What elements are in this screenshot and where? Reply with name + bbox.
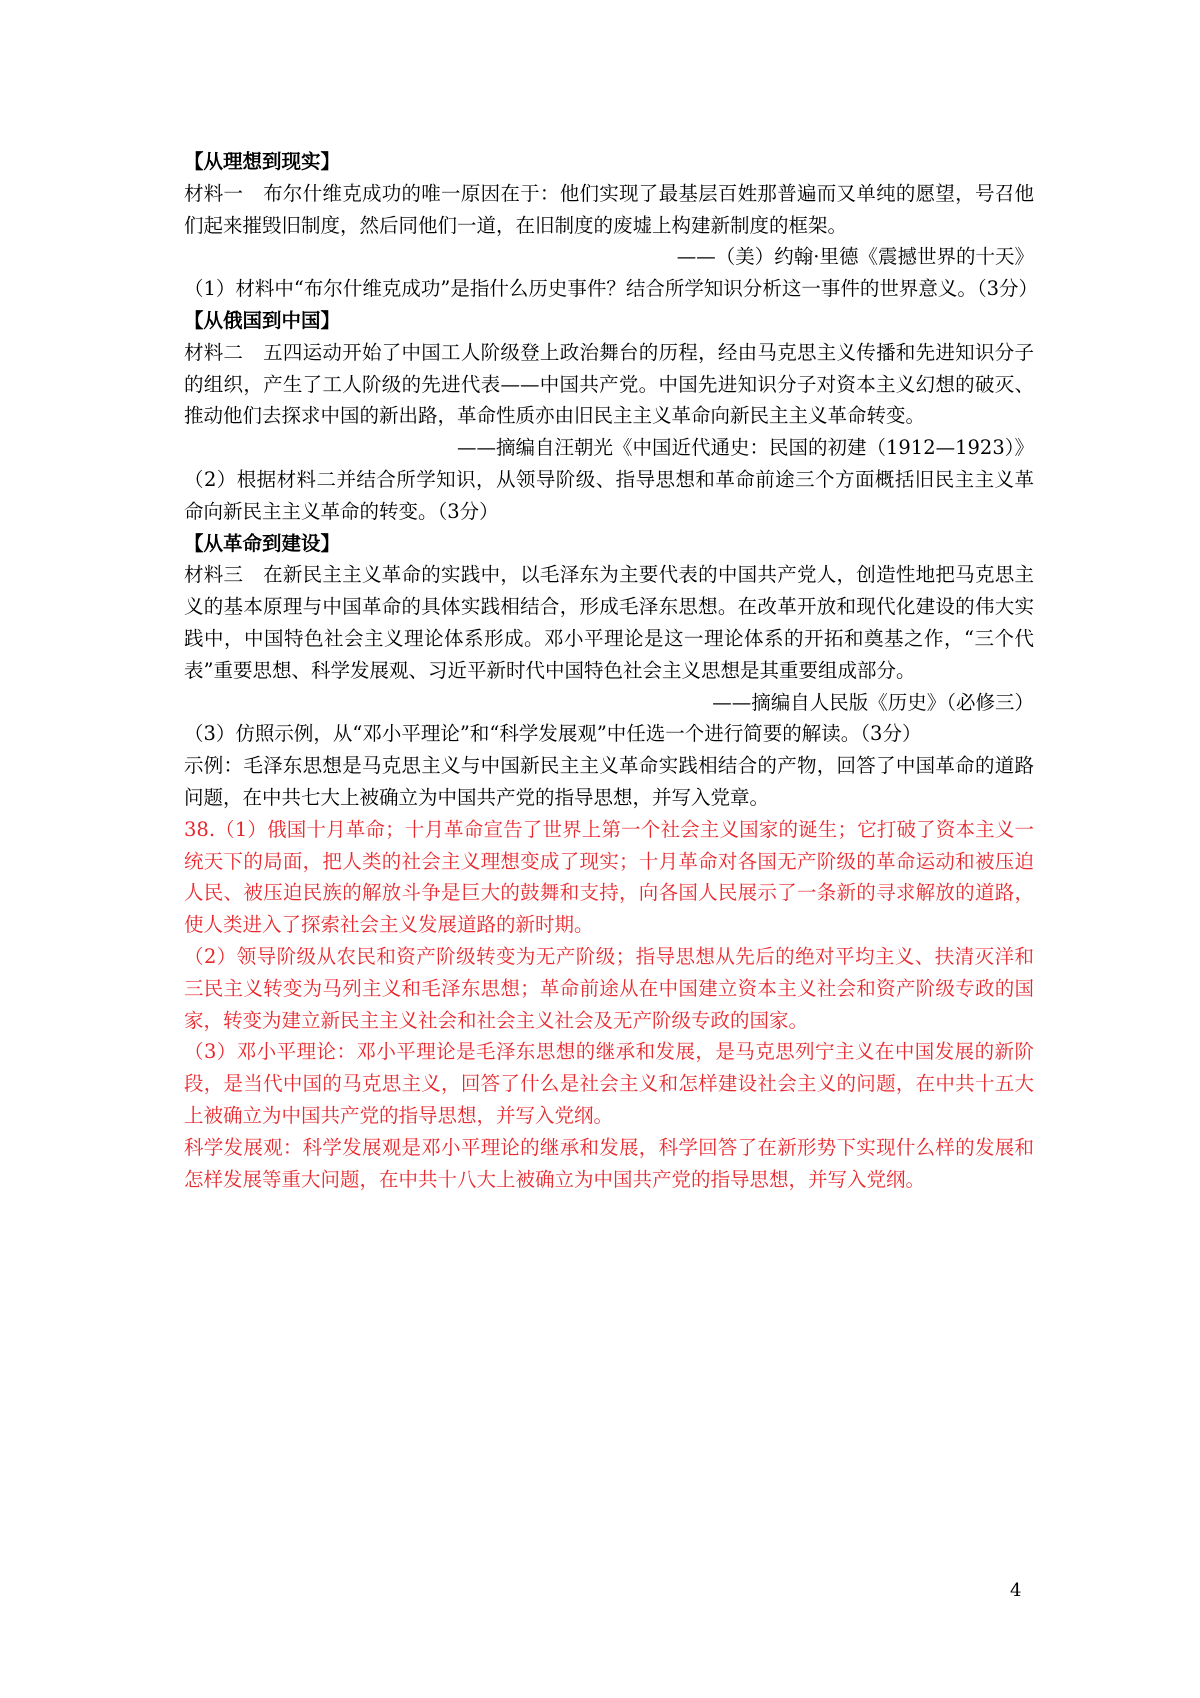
document-body — [184, 146, 1039, 1195]
material-three-source: ——摘编自人民版《历史》（必修三） — [712, 690, 1034, 714]
answer-two: （2）领导阶级从农民和资产阶级转变为无产阶级；指导思想从先后的绝对平均主义、扶清灭洋和三民主义转变为马列主义和毛泽东思想；革命前途从在中国建立资本主义社会和资产阶级专政的国家，转变为建立新民主主义社会和社会主义社会及无产阶级专政的国家。 — [184, 944, 1034, 1032]
question-three: （3）仿照示例，从“邓小平理论”和“科学发展观”中任选一个进行简要的解读。（3分） — [184, 722, 922, 746]
material-two: 材料二 五四运动开始了中国工人阶级登上政治舞台的历程，经由马克思主义传播和先进知识分子的组织，产生了工人阶级的先进代表——中国共产党。中国先进知识分子对资本主义幻想的破灭、推动他们去探求中国的新出路，革命性质亦由旧民主主义革命向新民主主义革命转变。 — [184, 340, 1034, 428]
section-heading-russia-to-china: 【从俄国到中国】 — [184, 308, 341, 332]
material-one: 材料一 布尔什维克成功的唯一原因在于：他们实现了最基层百姓那普遍而又单纯的愿望，号召他们起来摧毁旧制度，然后同他们一道，在旧制度的废墟上构建新制度的框架。 — [184, 181, 1034, 237]
material-three: 材料三 在新民主主义革命的实践中，以毛泽东为主要代表的中国共产党人，创造性地把马克思主义的基本原理与中国革命的具体实践相结合，形成毛泽东思想。在改革开放和现代化建设的伟大实践中，中国特色社会主义理论体系形成。邓小平理论是这一理论体系的开拓和奠基之作，“三个代表”重要思想、科学发展观、习近平新时代中国特色社会主义思想是其重要组成部分。 — [184, 563, 1034, 682]
answer-one: 38.（1）俄国十月革命；十月革命宣告了世界上第一个社会主义国家的诞生；它打破了资本主义一统天下的局面，把人类的社会主义理想变成了现实；十月革命对各国无产阶级的革命运动和被压迫人民、被压迫民族的解放斗争是巨大的鼓舞和支持，向各国人民展示了一条新的寻求解放的道路，使人类进入了探索社会主义发展道路的新时期。 — [184, 817, 1034, 937]
section-heading-revolution-to-construction: 【从革命到建设】 — [184, 531, 341, 555]
page-number: 4 — [1010, 1580, 1022, 1601]
material-two-source: ——摘编自汪朝光《中国近代通史：民国的初建（1912—1923）》 — [456, 436, 1034, 460]
question-two: （2）根据材料二并结合所学知识，从领导阶级、指导思想和革命前途三个方面概括旧民主主义革命向新民主主义革命的转变。（3分） — [184, 467, 1034, 523]
answer-four: 科学发展观：科学发展观是邓小平理论的继承和发展，科学回答了在新形势下实现什么样的发展和怎样发展等重大问题，在中共十八大上被确立为中国共产党的指导思想，并写入党纲。 — [184, 1135, 1034, 1191]
section-heading-ideal-to-reality: 【从理想到现实】 — [184, 150, 341, 173]
question-one: （1）材料中“布尔什维克成功”是指什么历史事件？结合所学知识分析这一事件的世界意义。（3分） — [184, 277, 1039, 301]
example-text: 示例：毛泽东思想是马克思主义与中国新民主主义革命实践相结合的产物，回答了中国革命的道路问题，在中共七大上被确立为中国共产党的指导思想，并写入党章。 — [184, 754, 1034, 809]
answer-three: （3）邓小平理论：邓小平理论是毛泽东思想的继承和发展，是马克思列宁主义在中国发展的新阶段，是当代中国的马克思主义，回答了什么是社会主义和怎样建设社会主义的问题，在中共十五大上被确立为中国共产党的指导思想，并写入党纲。 — [184, 1040, 1034, 1127]
material-one-source: ——（美）约翰·里德《震撼世界的十天》 — [676, 245, 1034, 269]
